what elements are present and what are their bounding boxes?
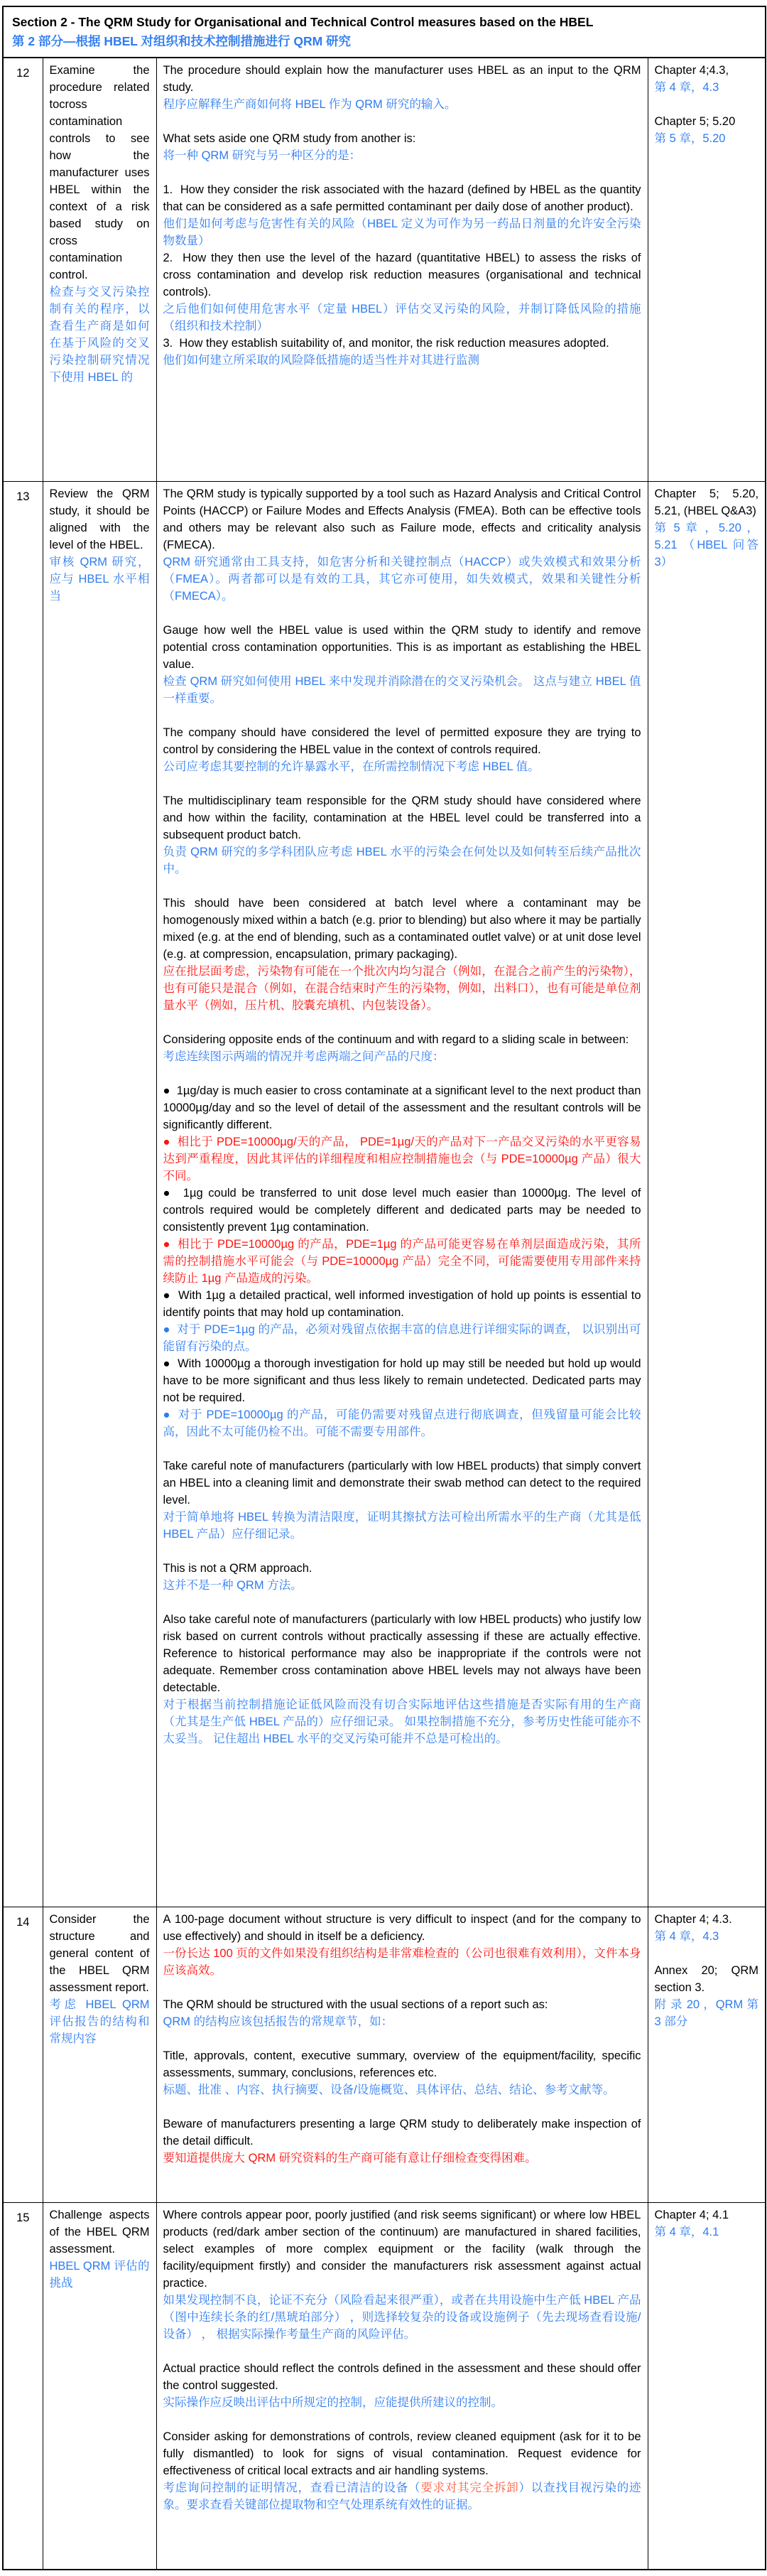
paragraph: The QRM study is typically supported by a tool such as Hazard Analysis and Critical Control Points (HACCP) or Failure Modes and Effects Analysis (FMEA). Both can be effective tools and others may be relevant also such as Failure mode, effects and criticality analysis (FMECA). <box>163 487 641 551</box>
section-title-zh: 第 2 部分—根据 HBEL 对组织和技术控制措施进行 QRM 研究 <box>12 34 352 48</box>
paragraph: The procedure should explain how the manufacturer uses HBEL as an input to the QRM study. <box>163 64 641 94</box>
paragraph-gap <box>163 878 641 895</box>
qrm-inspection-table <box>2 6 766 2570</box>
section-title-en: Section 2 - The QRM Study for Organisational and Technical Control measures based on the HBEL <box>12 15 594 29</box>
paragraph: The company should have considered the level of permitted exposure they are trying to control by considering the HBEL value in the context of controls required. <box>163 726 641 756</box>
paragraph: This should have been considered at batch level where a contaminant may be homogenously mixed within a batch (e.g. prior to blending) but also where it may be partially mixed (e.g. at the end of blending, such as a contaminated outlet valve) or at unit dose level (e.g. at compression, encapsulation, primary packaging). <box>163 897 641 961</box>
paragraph-gap <box>163 2030 641 2047</box>
text-segment: ）以查找目视污染的迹象。要求查看关键部位提取物和空气处理系统有效性的证据。 <box>163 2481 641 2511</box>
paragraph-gap <box>163 164 641 181</box>
paragraph: 1. How they consider the risk associated with the hazard (defined by HBEL as the quantity that can be considered as a safe permitted contaminant per daily dose of another product). <box>163 183 641 213</box>
paragraph-gap <box>163 1979 641 1996</box>
paragraph-gap <box>655 1945 759 1962</box>
paragraph: Title, approvals, content, executive summary, overview of the equipment/facility, specific assessments, summary, conclusions, references etc. <box>163 2049 641 2079</box>
reference-cell <box>648 482 766 1907</box>
paragraph: 他们如何建立所采取的风险降低措施的适当性并对其进行监测 <box>163 354 479 367</box>
paragraph: 负责 QRM 研究的多学科团队应考虑 HBEL 水平的污染会在何处以及如何转至后续产品批次中。 <box>163 846 641 875</box>
paragraph: ● 1µg/day is much easier to cross contaminate at a significant level to the next product than 10000µg/day and so the level of detail of the assessment and the resultant controls will be significantly different. <box>163 1082 641 1133</box>
task-cell <box>43 2203 156 2570</box>
reference-cell <box>648 1907 766 2203</box>
reference-cell <box>648 2203 766 2570</box>
paragraph: Also take careful note of manufacturers (particularly with low HBEL products) who justify low risk based on current controls without practically assessing if these are actually effective. Reference to historical performance may also be inappropriate if the controls were not adequate. Remember cross contamination above HBEL levels may not always have been detectable. <box>163 1613 641 1694</box>
paragraph: HBEL QRM 评估的挑战 <box>49 2260 150 2290</box>
paragraph: 对于简单地将 HBEL 转换为清洁限度，证明其擦拭方法可检出所需水平的生产商（尤其是低 HBEL 产品）应仔细记录。 <box>163 1511 641 1541</box>
paragraph: Take careful note of manufacturers (particularly with low HBEL products) that simply convert an HBEL into a cleaning limit and demonstrate their swab method can detect to the required level. <box>163 1460 641 1507</box>
paragraph: 如果发现控制不良，论证不充分（风险看起来很严重），或者在共用设施中生产低 HBEL 产品（图中连续长条的红/黑琥珀部分） ，则选择较复杂的设备或设施例子（先去现场查看设施/设备） ， 根据实际操作考量生产商的风险评估。 <box>163 2294 641 2341</box>
paragraph: ● 相比于 PDE=10000µg/天的产品， PDE=1µg/天的产品对下一产品交叉污染的水平更容易达到严重程度，因此其评估的详细程度和相应控制措施也会（与 PDE=10000µg 产品）很大不同。 <box>163 1133 641 1185</box>
paragraph: 标题、批准 、内容、执行摘要、设备/设施概览、具体评估、总结、结论、参考文献等。 <box>163 2084 615 2096</box>
paragraph: 2. How they then use the level of the hazard (quantitative HBEL) to assess the risks of cross contamination and develop risk reduction measures (organisational and technical controls). <box>163 252 641 298</box>
paragraph-gap <box>655 96 759 113</box>
paragraph-gap <box>163 2343 641 2360</box>
table-row <box>3 58 766 482</box>
paragraph: 附 录 20 ，QRM 第 3 部分 <box>654 1998 759 2028</box>
row-number-cell: 14 <box>3 1907 43 2203</box>
paragraph: QRM 研究通常由工具支持，如危害分析和关键控制点（HACCP）或失效模式和效果分析（FMEA）。两者都可以是有效的工具，其它亦可使用，如失效模式，效果和关键性分析（FMECA）。 <box>163 556 641 603</box>
paragraph: Consider the structure and general content of the HBEL QRM assessment report. <box>49 1913 150 1994</box>
paragraph: Considering opposite ends of the continuum and with regard to a sliding scale in between: <box>163 1033 629 1046</box>
paragraph: ● 对于 PDE=1µg 的产品，必须对残留点依据丰富的信息进行详细实际的调查， 以识别出可能留有污染的点。 <box>163 1321 641 1355</box>
paragraph: 第 5 章，5.20 <box>654 132 726 145</box>
paragraph: 检查 QRM 研究如何使用 HBEL 来中发现并消除潜在的交叉污染机会。 这点与建立 HBEL 值一样重要。 <box>163 675 641 705</box>
paragraph: 考虑连续图示两端的情况并考虑两端之间产品的尺度： <box>163 1050 445 1063</box>
section-header-cell <box>3 6 766 58</box>
task-cell <box>43 58 156 482</box>
paragraph: Challenge aspects of the HBEL QRM assessment. <box>49 2209 150 2256</box>
paragraph: 第 4 章，4.3 <box>654 1930 719 1943</box>
paragraph: 第 4 章，4.3 <box>654 81 719 94</box>
paragraph: Consider asking for demonstrations of controls, review cleaned equipment (ask for it to be fully dismantled) to look for signs of visual contamination. Request evidence for effectiveness of critical local extracts and air handling systems. <box>163 2430 641 2477</box>
paragraph: Chapter 5; 5.20 <box>654 115 736 128</box>
text-segment: 要求对其完全拆卸 <box>420 2481 519 2494</box>
paragraph: Chapter 4; 4.3. <box>654 1913 732 1926</box>
paragraph: Chapter 5; 5.20, 5.21, (HBEL Q&A3) <box>654 487 759 517</box>
table-row <box>3 482 766 1907</box>
paragraph: This is not a QRM approach. <box>163 1562 312 1575</box>
paragraph: ● With 1µg a detailed practical, well informed investigation of hold up points is essential to identify points that may hold up contamination. <box>163 1287 641 1321</box>
paragraph: 这并不是一种 QRM 方法。 <box>163 1579 303 1592</box>
paragraph: Annex 20; QRM section 3. <box>654 1964 759 1994</box>
paragraph: 一份长达 100 页的文件如果没有组织结构是非常难检查的（公司也很难有效利用），文件本身应该高效。 <box>163 1947 641 1977</box>
paragraph: 他们是如何考虑与危害性有关的风险（HBEL 定义为可作为另一药品日剂量的允许安全污染物数量） <box>163 217 641 247</box>
paragraph: 3. How they establish suitability of, and monitor, the risk reduction measures adopted. <box>163 337 609 350</box>
content-cell <box>156 482 648 1907</box>
paragraph-gap <box>163 707 641 724</box>
paragraph: Where controls appear poor, poorly justified (and risk seems significant) or where low HBEL products (red/dark amber section of the continuum) are manufactured in shared facilities, select examples of more complex equipment or the facility (walk through the facility/equipment firstly) and consider the manufacturers risk assessment against actual practice. <box>163 2209 641 2290</box>
paragraph: 第 5 章 ，5.20 ， 5.21 （HBEL 问答 3） <box>654 522 759 568</box>
paragraph: 第 4 章，4.1 <box>654 2226 719 2238</box>
paragraph: 检查与交叉污染控制有关的程序，以查看生产商是如何在基于风险的交叉污染控制研究情况下使用 HBEL 的 <box>49 286 150 384</box>
paragraph: 对于根据当前控制措施论证低风险而没有切合实际地评估这些措施是否实际有用的生产商（尤其是生产低 HBEL 产品的）应仔细记录。 如果控制措施不充分，参考历史性能可能亦不太妥当。 记住超出 HBEL 水平的交叉污染可能并不总是可检出的。 <box>163 1698 641 1745</box>
paragraph: 应在批层面考虑，污染物有可能在一个批次内均匀混合（例如，在混合之前产生的污染物），也有可能只是混合（例如，在混合结束时产生的污染物，例如，出料口），也有可能是单位剂量水平（例如，压片机、胶囊充填机、内包装设备）。 <box>163 965 641 1012</box>
content-cell <box>156 1907 648 2203</box>
paragraph: 程序应解释生产商如何将 HBEL 作为 QRM 研究的输入。 <box>163 98 457 111</box>
paragraph-gap <box>163 1065 641 1082</box>
content-cell <box>156 2203 648 2570</box>
paragraph-gap <box>163 2098 641 2116</box>
document-page <box>2 6 765 2570</box>
paragraph: 要知道提供庞大 QRM 研究资料的生产商可能有意让仔细检查变得困难。 <box>163 2152 537 2165</box>
paragraph: What sets aside one QRM study from another is: <box>163 132 416 145</box>
paragraph <box>163 2479 641 2513</box>
row-number-cell: 12 <box>3 58 43 482</box>
paragraph: Examine the procedure related tocross contamination controls to see how the manufacturer uses HBEL within the context of a risk based study on cross contamination control. <box>49 64 150 281</box>
paragraph: Gauge how well the HBEL value is used within the QRM study to identify and remove potential cross contamination opportunities. This is as important as establishing the HBEL value. <box>163 624 641 671</box>
paragraph: Chapter 4; 4.1 <box>654 2209 729 2221</box>
paragraph: Chapter 4;4.3, <box>654 64 729 77</box>
paragraph: ● 相比于 PDE=10000µg 的产品，PDE=1µg 的产品可能更容易在单剂层面造成污染，其所需的控制措施水平可能会（与 PDE=10000µg 产品）完全不同，可能需要使用专用部件来持续防止 1µg 产品造成的污染。 <box>163 1236 641 1287</box>
paragraph-gap <box>163 1014 641 1031</box>
table-row <box>3 1907 766 2203</box>
paragraph: A 100-page document without structure is very difficult to inspect (and for the company to use effectively) and should in itself be a deficiency. <box>163 1913 641 1943</box>
paragraph: ● 1µg could be transferred to unit dose level much easier than 10000µg. The level of controls required would be completely different and dedicated parts may be needed to consistently prevent 1µg contamination. <box>163 1185 641 1236</box>
paragraph-gap <box>163 775 641 792</box>
paragraph: Beware of manufacturers presenting a large QRM study to deliberately make inspection of the detail difficult. <box>163 2118 641 2147</box>
table-row <box>3 2203 766 2570</box>
text-segment: 考虑询问控制的证明情况，查看已清洁的设备（ <box>163 2481 421 2494</box>
section-header-row <box>3 6 766 58</box>
paragraph: 将一种 QRM 研究与另一种区分的是： <box>163 149 361 162</box>
paragraph: Actual practice should reflect the controls defined in the assessment and these should offer the control suggested. <box>163 2362 641 2392</box>
paragraph-gap <box>163 1440 641 1457</box>
task-cell <box>43 1907 156 2203</box>
reference-cell <box>648 58 766 482</box>
paragraph: Review the QRM study, it should be aligned with the level of the HBEL. <box>49 487 150 551</box>
row-number-cell: 15 <box>3 2203 43 2570</box>
task-cell <box>43 482 156 1907</box>
paragraph: 审核 QRM 研究，应与 HBEL 水平相当 <box>49 556 150 603</box>
paragraph: 之后他们如何使用危害水平（定量 HBEL）评估交叉污染的风险，并制订降低风险的措施（组织和技术控制） <box>163 303 641 333</box>
paragraph: 实际操作应反映出评估中所规定的控制，应能提供所建议的控制。 <box>163 2396 503 2409</box>
paragraph: 公司应考虑其要控制的允许暴露水平，在所需控制情况下考虑 HBEL 值。 <box>163 760 540 773</box>
paragraph-gap <box>163 605 641 622</box>
paragraph-gap <box>163 113 641 130</box>
row-number-cell: 13 <box>3 482 43 1907</box>
paragraph: ● With 10000µg a thorough investigation for hold up may still be needed but hold up would have to be more significant and thus less likely to remain undetected. Dedicated parts may not be required. <box>163 1355 641 1406</box>
paragraph-gap <box>163 2411 641 2428</box>
paragraph-gap <box>163 1543 641 1560</box>
paragraph-gap <box>163 1594 641 1611</box>
paragraph: The QRM should be structured with the usual sections of a report such as: <box>163 1998 548 2011</box>
paragraph: QRM 的结构应该包括报告的常规章节，如： <box>163 2015 393 2028</box>
paragraph: ● 对于 PDE=10000µg 的产品，可能仍需要对残留点进行彻底调查，但残留量可能会比较高，因此不太可能仍检不出。可能不需要专用部件。 <box>163 1406 641 1440</box>
paragraph: 考虑 HBEL QRM 评估报告的结构和常规内容 <box>49 1998 150 2045</box>
content-cell <box>156 58 648 482</box>
paragraph: The multidisciplinary team responsible for the QRM study should have considered where and how within the facility, contamination at the HBEL level could be transferred into a subsequent product batch. <box>163 794 641 841</box>
